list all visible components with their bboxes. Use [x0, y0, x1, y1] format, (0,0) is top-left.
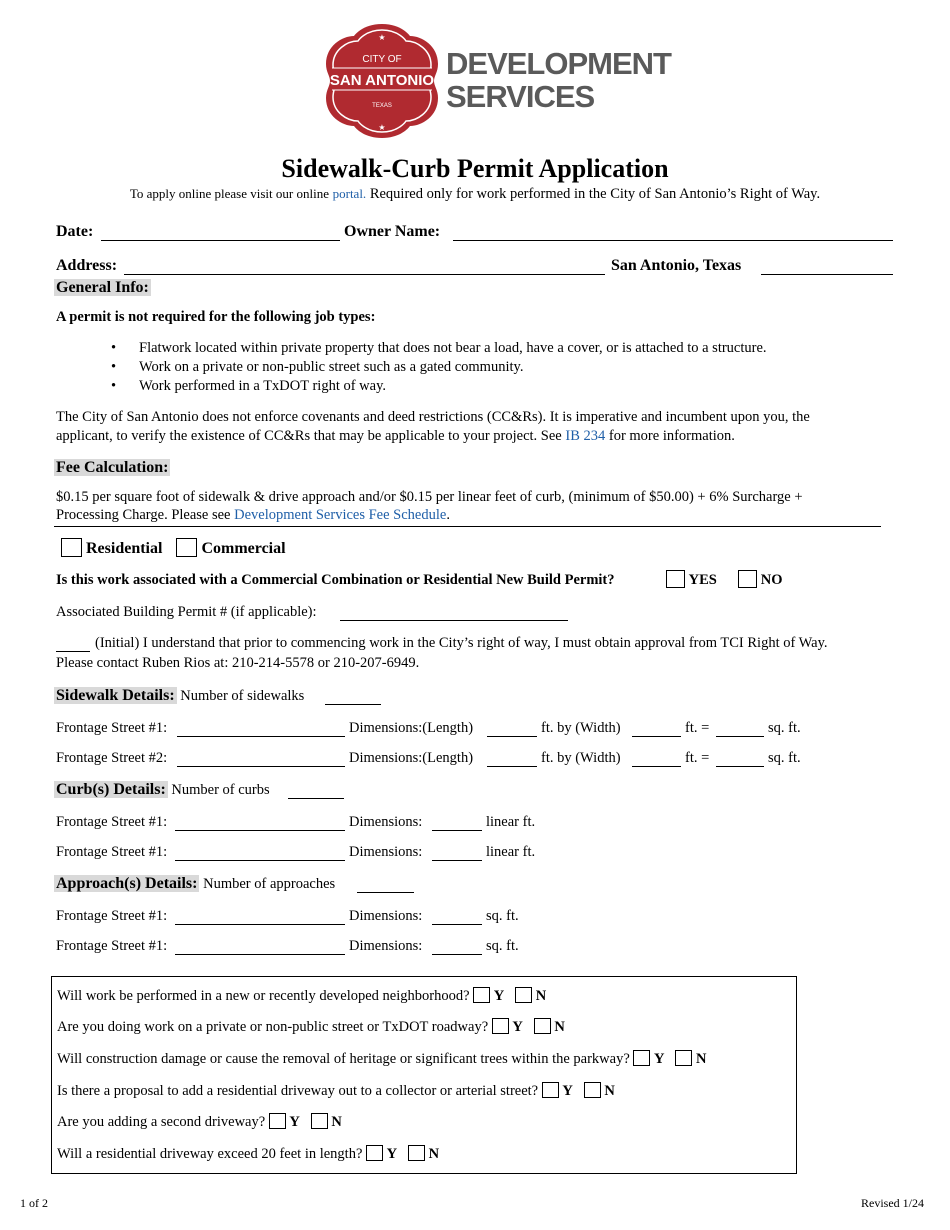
street-field[interactable]: [175, 846, 345, 861]
owner-name-label: Owner Name:: [344, 223, 441, 240]
general-info-heading: General Info:: [56, 279, 149, 296]
city-label: San Antonio, Texas: [611, 257, 742, 274]
yes-checkbox[interactable]: [366, 1145, 383, 1161]
date-field[interactable]: [101, 224, 340, 241]
commercial-label: Commercial: [201, 540, 286, 557]
project-type: [61, 538, 286, 558]
subtitle-prefix: To apply online please visit our online: [129, 186, 329, 201]
approach-count-label: Number of approaches: [203, 876, 336, 892]
brand-line1: DEVELOPMENT: [446, 46, 671, 81]
street-field[interactable]: [175, 910, 345, 925]
no-label: NO: [760, 572, 783, 588]
assoc-permit-field[interactable]: [340, 606, 568, 621]
fee-text-1: $0.15 per square foot of sidewalk & drive approach and/or $0.15 per linear feet of curb, (minimum of $50.00) + 6% Surcharge +: [56, 489, 803, 505]
approach-heading: Approach(s) Details: Number of approaches: [56, 875, 336, 892]
approach-row-2: Frontage Street #1: Dimensions: sq. ft.: [56, 938, 519, 954]
no-checkbox[interactable]: [534, 1018, 551, 1034]
area-field[interactable]: [716, 722, 764, 737]
general-info-intro: A permit is not required for the following job types:: [56, 309, 376, 325]
yes-checkbox[interactable]: [633, 1050, 650, 1066]
curb-count-label: Number of curbs: [171, 782, 270, 798]
residential-label: Residential: [86, 540, 163, 557]
svg-text:★: ★: [378, 123, 386, 132]
no-checkbox[interactable]: [738, 570, 757, 588]
length-field[interactable]: [432, 846, 482, 861]
exempt-list: [111, 339, 767, 396]
svg-text:CITY OF: CITY OF: [362, 54, 402, 65]
address-field[interactable]: [124, 258, 605, 275]
page-number: 1 of 2: [20, 1196, 48, 1210]
questions-box: [51, 976, 797, 1174]
assoc-permit-label: Associated Building Permit # (if applicable):: [56, 604, 317, 620]
initial-text-2: Please contact Ruben Rios at: 210-214-5578 or 210-207-6949.: [56, 655, 420, 671]
address-label: Address:: [56, 257, 118, 274]
approach-row-1: Frontage Street #1: Dimensions: sq. ft.: [56, 908, 519, 924]
revision-date: Revised 1/24: [861, 1196, 924, 1210]
sidewalk-count-label: Number of sidewalks: [180, 688, 305, 704]
fee-schedule-link[interactable]: Development Services Fee Schedule: [234, 507, 447, 523]
question-row: Will construction damage or cause the removal of heritage or significant trees within the parkway? Y N: [57, 1051, 707, 1067]
yes-checkbox[interactable]: [492, 1018, 509, 1034]
initial-field[interactable]: [56, 637, 90, 652]
area-field[interactable]: [432, 910, 482, 925]
question-row: Is there a proposal to add a residential driveway out to a collector or arterial street? Y N: [57, 1083, 615, 1099]
area-field[interactable]: [716, 752, 764, 767]
list-item: • Work on a private or non-public street such as a gated community.: [111, 358, 767, 377]
curb-count-field[interactable]: [288, 784, 344, 799]
curb-heading: Curb(s) Details: Number of curbs: [56, 781, 270, 798]
svg-text:TEXAS: TEXAS: [372, 103, 392, 109]
length-field[interactable]: [487, 752, 537, 767]
width-field[interactable]: [632, 722, 681, 737]
residential-checkbox[interactable]: [61, 538, 82, 557]
portal-link[interactable]: portal.: [332, 186, 367, 201]
owner-name-field[interactable]: [453, 224, 893, 241]
ccr-text-2: applicant, to verify the existence of CC&Rs that may be applicable to your project. See IB 234 for more information.: [56, 428, 735, 444]
yes-label: YES: [688, 572, 717, 588]
brand-line2: SERVICES: [446, 79, 595, 114]
street-field[interactable]: [177, 752, 345, 767]
yes-checkbox[interactable]: [473, 987, 490, 1003]
no-checkbox[interactable]: [584, 1082, 601, 1098]
sidewalk-count-field[interactable]: [325, 690, 381, 705]
length-field[interactable]: [432, 816, 482, 831]
curb-row-1: Frontage Street #1: Dimensions: linear ft.: [56, 814, 536, 830]
question-row: Will work be performed in a new or recently developed neighborhood? Y N: [57, 988, 547, 1004]
no-checkbox[interactable]: [675, 1050, 692, 1066]
curb-row-2: Frontage Street #1: Dimensions: linear ft.: [56, 844, 536, 860]
date-label: Date:: [56, 223, 94, 240]
svg-text:★: ★: [378, 33, 386, 42]
street-field[interactable]: [175, 816, 345, 831]
sidewalk-heading: Sidewalk Details: Number of sidewalks: [56, 687, 305, 704]
yes-checkbox[interactable]: [666, 570, 685, 588]
street-field[interactable]: [175, 940, 345, 955]
ccr-text-1: The City of San Antonio does not enforce covenants and deed restrictions (CC&Rs). It is imperative and incumbent upon you, the: [56, 409, 810, 425]
svg-text:SAN ANTONIO: SAN ANTONIO: [329, 72, 435, 89]
initial-text-1: (Initial) I understand that prior to commencing work in the City’s right of way, I must obtain approval from TCI Right of Way.: [95, 635, 828, 651]
yes-checkbox[interactable]: [269, 1113, 286, 1129]
question-row: Are you adding a second driveway? Y N: [57, 1114, 342, 1130]
street-field[interactable]: [177, 722, 345, 737]
subtitle: [0, 186, 950, 203]
question-row: Are you doing work on a private or non-public street or TxDOT roadway? Y N: [57, 1019, 565, 1035]
fee-text-2: Processing Charge. Please see Development Services Fee Schedule.: [56, 507, 450, 523]
subtitle-suffix: Required only for work performed in the City of San Antonio’s Right of Way.: [369, 186, 821, 202]
area-field[interactable]: [432, 940, 482, 955]
commercial-checkbox[interactable]: [176, 538, 197, 557]
divider: [54, 526, 881, 527]
length-field[interactable]: [487, 722, 537, 737]
question-row: Will a residential driveway exceed 20 feet in length? Y N: [57, 1146, 440, 1162]
sidewalk-row-2: Frontage Street #2: Dimensions:(Length) ft. by (Width) ft. = sq. ft.: [56, 750, 801, 766]
no-checkbox[interactable]: [311, 1113, 328, 1129]
list-item: • Flatwork located within private property that does not bear a load, have a cover, or is attached to a structure.: [111, 339, 767, 358]
combo-answers: [666, 570, 782, 589]
page-title: Sidewalk-Curb Permit Application: [281, 154, 669, 183]
city-logo: [322, 22, 442, 140]
yes-checkbox[interactable]: [542, 1082, 559, 1098]
no-checkbox[interactable]: [515, 987, 532, 1003]
combo-question: Is this work associated with a Commercial Combination or Residential New Build Permit?: [56, 572, 615, 588]
ib234-link[interactable]: IB 234: [565, 428, 606, 444]
zip-field[interactable]: [761, 258, 893, 275]
list-item: • Work performed in a TxDOT right of way.: [111, 377, 767, 396]
sidewalk-row-1: Frontage Street #1: Dimensions:(Length) ft. by (Width) ft. = sq. ft.: [56, 720, 801, 736]
fee-heading: Fee Calculation:: [56, 459, 169, 476]
city-seal-icon: [322, 22, 442, 140]
no-checkbox[interactable]: [408, 1145, 425, 1161]
width-field[interactable]: [632, 752, 681, 767]
approach-count-field[interactable]: [357, 878, 414, 893]
